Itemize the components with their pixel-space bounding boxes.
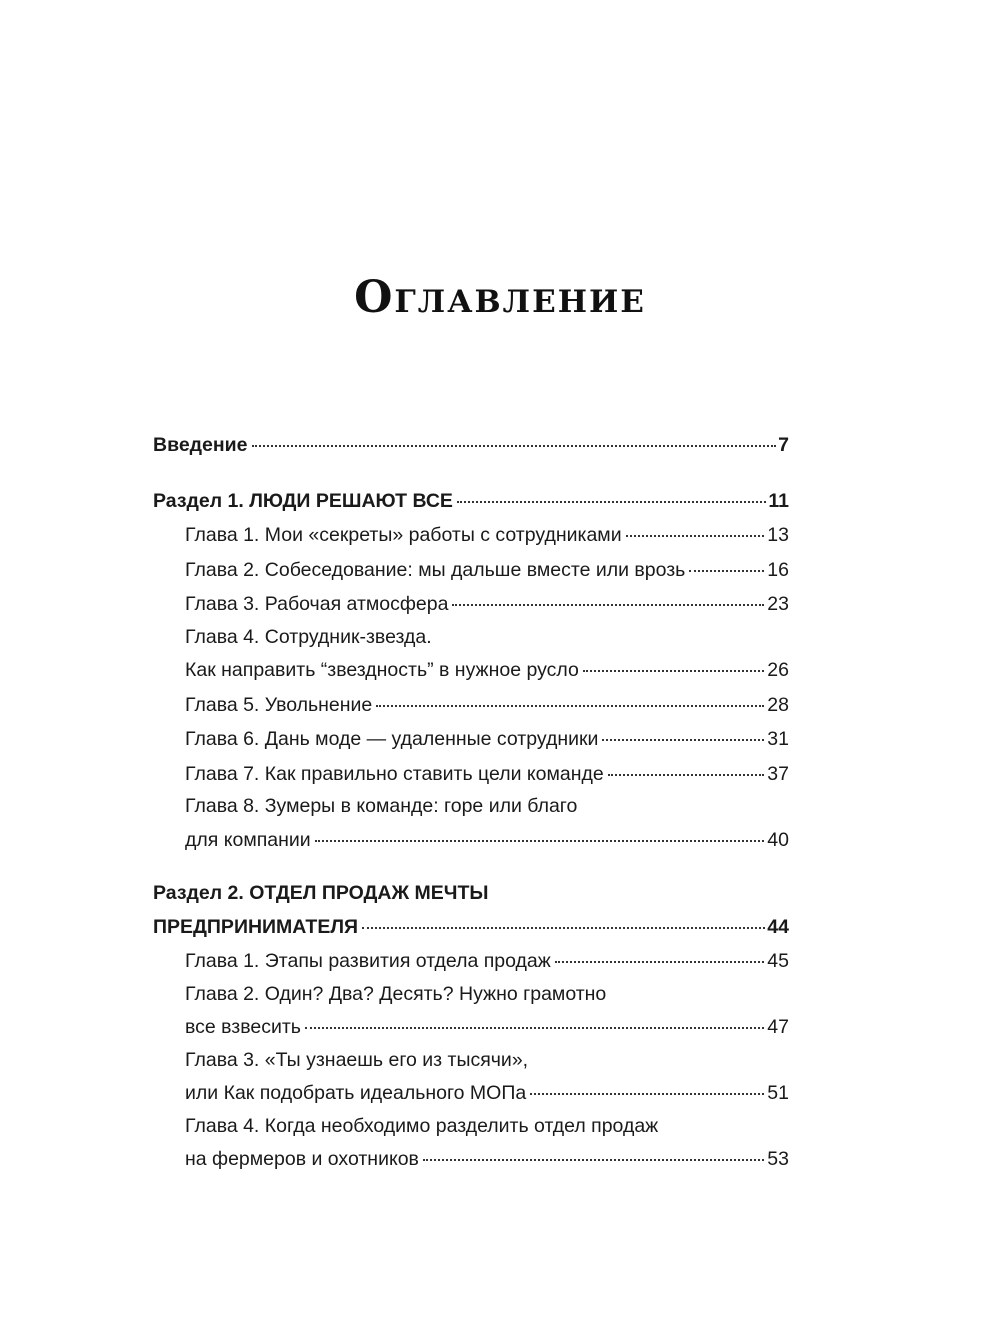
dot-leader [689,570,764,572]
toc-entry[interactable] [153,553,789,588]
page-number: 23 [767,593,789,615]
page-number: 53 [767,1148,789,1170]
entry-label-line2: или Как подобрать идеального МОПа [185,1082,527,1104]
entry-label-line1: Глава 4. Сотрудник-звезда. [185,625,432,648]
toc-entry[interactable] [153,944,789,979]
entry-label: Глава 5. Увольнение [185,693,373,716]
entry-label: Раздел 1. ЛЮДИ РЕШАЮТ ВСЕ [153,489,453,512]
page-number: 11 [768,489,789,512]
toc-entry[interactable] [153,587,789,622]
entry-label: Глава 1. Этапы развития отдела продаж [185,950,551,972]
entry-label: Глава 6. Дань моде — удаленные сотрудники [185,728,599,750]
entry-label: Введение [153,434,248,456]
page-number: 45 [767,950,789,972]
entry-label-line1: Глава 4. Когда необходимо разделить отдел продаж [185,1114,659,1137]
toc-entry[interactable] [153,1111,789,1177]
page-number: 37 [767,762,789,785]
entry-label-line2: все взвесить [185,1016,301,1038]
dot-leader [452,604,764,606]
entry-label: Глава 1. Мои «секреты» работы с сотрудниками [185,524,622,546]
page-number: 13 [767,524,789,546]
page-number: 26 [767,659,789,681]
entry-label-line1: Глава 2. Один? Два? Десять? Нужно грамотно [185,982,607,1005]
entry-label-line2: для компании [185,828,311,851]
dot-leader [315,840,765,842]
dot-leader [602,739,764,741]
entry-label: Глава 2. Собеседование: мы дальше вместе или врозь [185,558,686,581]
entry-label-line1: Раздел 2. ОТДЕЛ ПРОДАЖ МЕЧТЫ [153,882,489,904]
page-number: 44 [767,915,789,938]
toc-entry-intro[interactable] [153,428,789,463]
table-of-contents [153,428,789,1177]
entry-label-line1: Глава 8. Зумеры в команде: горе или благо [185,795,578,817]
toc-entry[interactable] [153,688,789,723]
dot-leader [305,1027,764,1029]
dot-leader [457,501,766,503]
page-number: 40 [767,828,789,851]
toc-entry[interactable] [153,1045,789,1111]
toc-entry[interactable] [153,791,789,857]
toc-entry[interactable] [153,518,789,553]
dot-leader [530,1093,764,1095]
dot-leader [362,927,765,929]
entry-label-line2: Как направить “звездность” в нужное русло [185,659,579,681]
entry-label-line2: на фермеров и охотников [185,1148,419,1170]
page-number: 16 [767,558,789,581]
page-title: Оглавление [354,272,646,323]
entry-label: Глава 7. Как правильно ставить цели команде [185,762,604,785]
dot-leader [376,705,764,707]
page-number: 31 [767,728,789,750]
dot-leader [626,535,765,537]
entry-label-line2: ПРЕДПРИНИМАТЕЛЯ [153,915,359,938]
dot-leader [252,445,777,447]
toc-entry[interactable] [153,757,789,792]
page-number: 28 [767,693,789,716]
page-number: 51 [767,1082,789,1104]
dot-leader [423,1159,764,1161]
dot-leader [555,961,764,963]
toc-section-1[interactable] [153,484,789,519]
toc-section-2[interactable] [153,878,789,944]
dot-leader [583,670,764,672]
page-number: 7 [778,434,789,456]
entry-label-line1: Глава 3. «Ты узнаешь его из тысячи», [185,1048,529,1071]
toc-entry[interactable] [153,722,789,757]
dot-leader [608,774,765,776]
toc-entry[interactable] [153,979,789,1045]
page-number: 47 [767,1016,789,1038]
entry-label: Глава 3. Рабочая атмосфера [185,593,449,615]
toc-entry[interactable] [153,622,789,688]
